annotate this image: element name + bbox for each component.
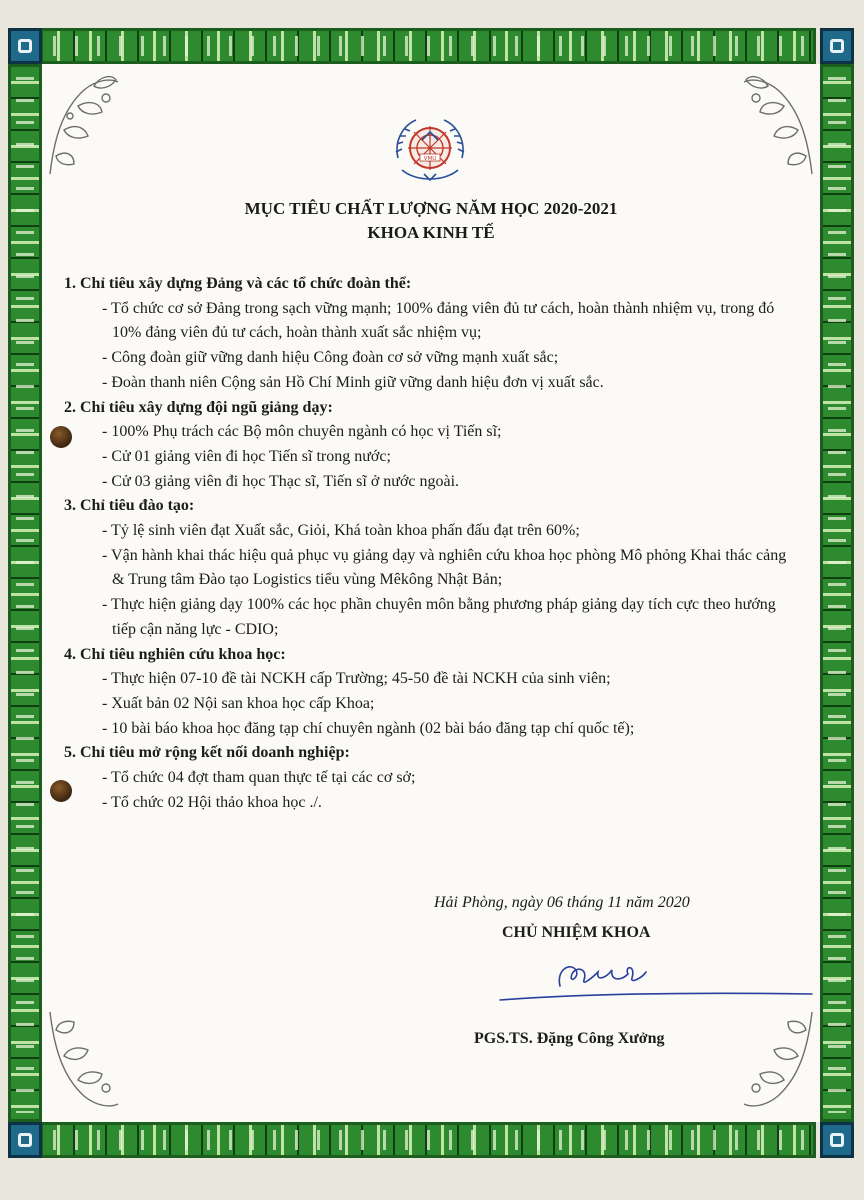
top-border	[40, 28, 816, 64]
university-logo-icon	[388, 108, 472, 192]
corner-square-icon	[820, 28, 854, 64]
left-border	[8, 64, 42, 1122]
list-item: - Cử 03 giảng viên đi học Thạc sĩ, Tiến sĩ ở nước ngoài.	[102, 472, 460, 490]
floral-ornament-icon	[44, 1006, 124, 1116]
document-subtitle: KHOA KINH TẾ	[367, 223, 495, 242]
list-item: - Thực hiện giảng dạy 100% các học phần chuyên môn bằng phương pháp giảng dạy tích cực theo hướng tiếp cận năng lực - CDIO;	[102, 596, 776, 638]
list-item: - Tỷ lệ sinh viên đạt Xuất sắc, Giỏi, Khá toàn khoa phấn đấu đạt trên 60%;	[102, 522, 580, 540]
section-heading: 3. Chỉ tiêu đào tạo:	[64, 497, 195, 515]
corner-square-icon	[820, 1122, 854, 1158]
corner-square-icon	[8, 1122, 42, 1158]
floral-ornament-icon	[738, 1006, 818, 1116]
floral-ornament-icon	[44, 70, 124, 180]
floral-ornament-icon	[738, 70, 818, 180]
list-item: - Vận hành khai thác hiệu quả phục vụ giảng dạy và nghiên cứu khoa học phòng Mô phỏng Khai thác cảng & Trung tâm Đào tạo Logistics tiểu vùng Mêkông Nhật Bản;	[102, 546, 787, 589]
place-date: Hải Phòng, ngày 06 tháng 11 năm 2020	[434, 894, 690, 911]
list-item: - Công đoàn giữ vững danh hiệu Công đoàn cơ sở vững mạnh xuất sắc;	[102, 349, 559, 367]
signer-name: PGS.TS. Đặng Công Xưởng	[474, 1030, 665, 1047]
right-border	[820, 64, 854, 1122]
section-heading: 1. Chỉ tiêu xây dựng Đảng và các tổ chức đoàn thể:	[64, 275, 412, 292]
list-item: - Đoàn thanh niên Cộng sản Hồ Chí Minh giữ vững danh hiệu đơn vị xuất sắc.	[102, 373, 604, 391]
certificate-paper	[42, 64, 820, 1122]
objectives-body	[64, 272, 802, 815]
section-heading: 5. Chỉ tiêu mở rộng kết nối doanh nghiệp:	[64, 744, 350, 762]
logo-text: VMU	[423, 156, 437, 162]
list-item: - Tổ chức 02 Hội thảo khoa học ./.	[102, 793, 322, 811]
bottom-border	[40, 1122, 816, 1158]
list-item: - 10 bài báo khoa học đăng tạp chí chuyên ngành (02 bài báo đăng tạp chí quốc tế);	[102, 719, 635, 737]
list-item: - Thực hiện 07-10 đề tài NCKH cấp Trường; 45-50 đề tài NCKH của sinh viên;	[102, 670, 611, 688]
list-item: - Tổ chức 04 đợt tham quan thực tế tại các cơ sở;	[102, 769, 416, 787]
corner-square-icon	[8, 28, 42, 64]
document-title: MỤC TIÊU CHẤT LƯỢNG NĂM HỌC 2020-2021	[244, 199, 618, 218]
handwritten-signature	[460, 948, 820, 1008]
list-item: - Tổ chức cơ sở Đảng trong sạch vững mạnh; 100% đảng viên đủ tư cách, hoàn thành nhiệm vụ, trong đó 10% đảng viên đủ tư cách, hoàn thành xuất sắc nhiệm vụ;	[102, 299, 775, 342]
list-item: - 100% Phụ trách các Bộ môn chuyên ngành có học vị Tiến sĩ;	[102, 423, 502, 441]
signer-role: CHỦ NHIỆM KHOA	[502, 924, 651, 941]
list-item: - Cử 01 giảng viên đi học Tiến sĩ trong nước;	[102, 447, 391, 465]
section-heading: 2. Chỉ tiêu xây dựng đội ngũ giảng dạy:	[64, 398, 333, 416]
section-heading: 4. Chỉ tiêu nghiên cứu khoa học:	[64, 645, 286, 663]
list-item: - Xuất bản 02 Nội san khoa học cấp Khoa;	[102, 694, 375, 712]
